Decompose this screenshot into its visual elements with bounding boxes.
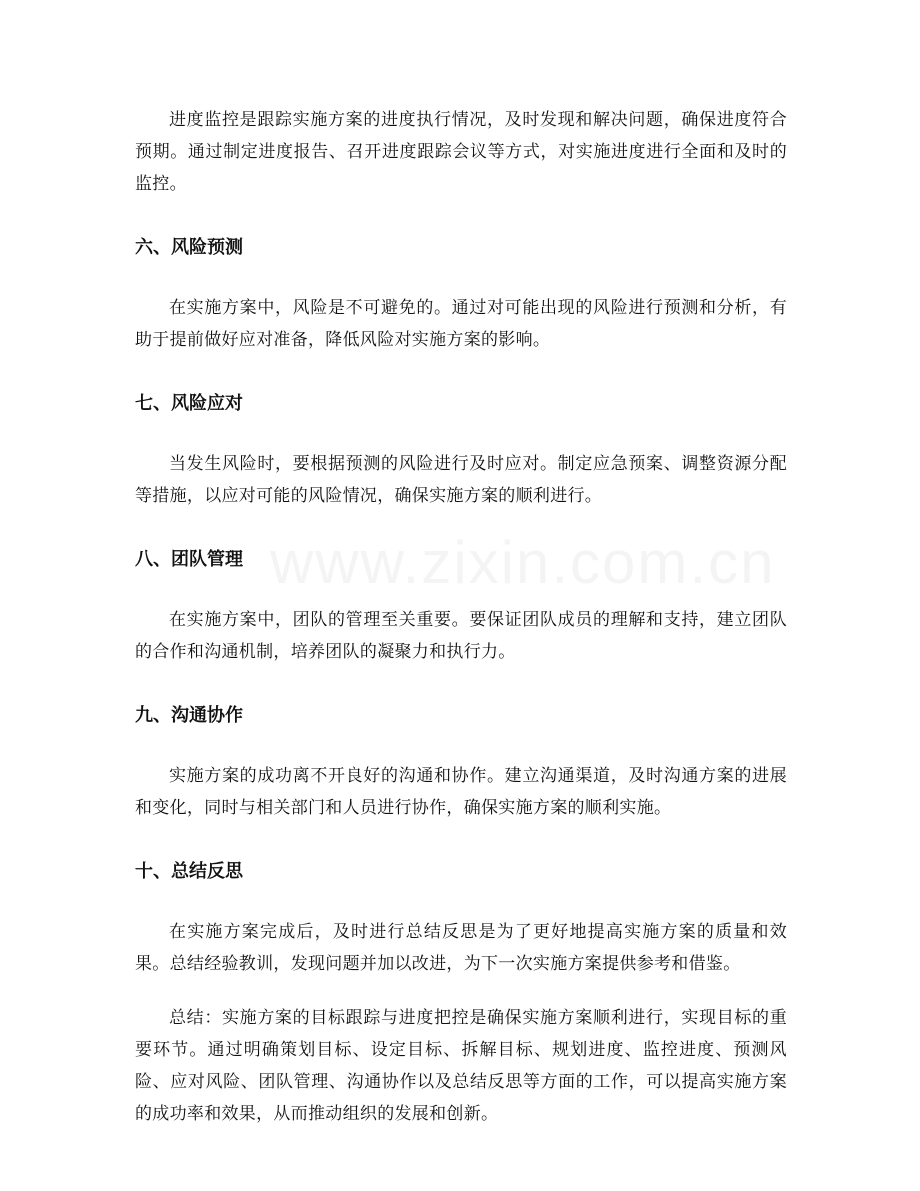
document-body xyxy=(135,104,787,1130)
paragraph-summary-reflection: 在实施方案完成后，及时进行总结反思是为了更好地提高实施方案的质量和效果。总结经验教训，发现问题并加以改进，为下一次实施方案提供参考和借鉴。 xyxy=(135,922,787,974)
heading-risk-prediction: 六、风险预测 xyxy=(135,237,243,258)
paragraph-communication: 实施方案的成功离不开良好的沟通和协作。建立沟通渠道，及时沟通方案的进展和变化，同时与相关部门和人员进行协作，确保实施方案的顺利实施。 xyxy=(135,766,787,818)
paragraph-conclusion: 总结：实施方案的目标跟踪与进度把控是确保实施方案顺利进行，实现目标的重要环节。通过明确策划目标、设定目标、拆解目标、规划进度、监控进度、预测风险、应对风险、团队管理、沟通协作以及总结反思等方面的工作，可以提高实施方案的成功率和效果，从而推动组织的发展和创新。 xyxy=(135,1008,787,1124)
paragraph-risk-response: 当发生风险时，要根据预测的风险进行及时应对。制定应急预案、调整资源分配等措施，以应对可能的风险情况，确保实施方案的顺利进行。 xyxy=(135,454,787,506)
heading-summary-reflection: 十、总结反思 xyxy=(135,861,243,882)
paragraph-risk-prediction: 在实施方案中，风险是不可避免的。通过对可能出现的风险进行预测和分析，有助于提前做好应对准备，降低风险对实施方案的影响。 xyxy=(135,298,787,350)
watermark: www.zixin.com.cn xyxy=(270,529,776,596)
heading-communication: 九、沟通协作 xyxy=(135,705,243,726)
heading-team-management: 八、团队管理 xyxy=(135,549,243,570)
paragraph-progress-monitoring: 进度监控是跟踪实施方案的进度执行情况，及时发现和解决问题，确保进度符合预期。通过制定进度报告、召开进度跟踪会议等方式，对实施进度进行全面和及时的监控。 xyxy=(135,110,787,194)
paragraph-team-management: 在实施方案中，团队的管理至关重要。要保证团队成员的理解和支持，建立团队的合作和沟通机制，培养团队的凝聚力和执行力。 xyxy=(135,610,787,662)
heading-risk-response: 七、风险应对 xyxy=(135,393,243,414)
